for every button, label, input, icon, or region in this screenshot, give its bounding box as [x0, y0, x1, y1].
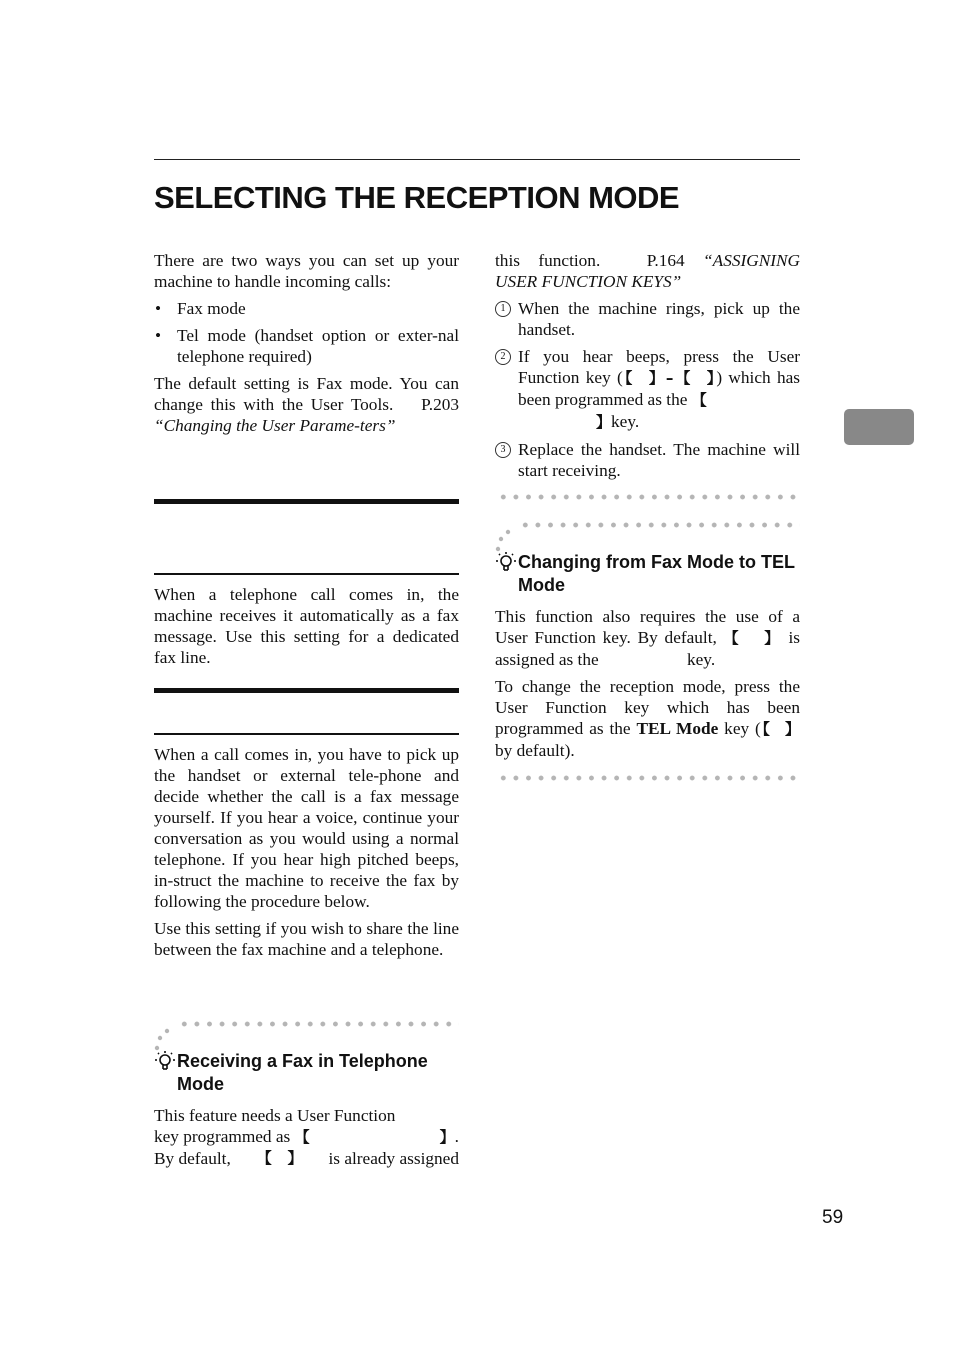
note-dotted-rule: [178, 1021, 459, 1027]
left-column: [154, 250, 459, 442]
tel-mode-section: [154, 744, 459, 966]
section-bar-fax-mode-bottom: [154, 573, 459, 575]
step-item: 1 When the machine rings, pick up the handset.: [495, 298, 800, 340]
key-bracket-icon: 【 】: [256, 1149, 303, 1167]
key-bracket-icon: 【 】: [723, 629, 782, 647]
note-changing-mode: [495, 551, 800, 597]
header-rule: [154, 159, 800, 160]
note-bottom-dotted-rule: [497, 775, 800, 781]
bullet-item: • Fax mode: [155, 299, 246, 318]
key-bracket-close-icon: 】: [439, 1128, 455, 1146]
note-heading: Receiving a Fax in Telephone Mode: [177, 1051, 428, 1094]
page-number: 59: [822, 1207, 844, 1228]
step-item: 3 Replace the handset. The machine will start receiving.: [495, 439, 800, 481]
right-column: [495, 250, 800, 487]
lightbulb-icon: [154, 1050, 176, 1072]
key-bracket-close-icon: 】: [596, 413, 612, 431]
default-setting-text: The default setting is Fax mode. You can change this with the User Tools. P.203 “Changing the User Parame-ters”: [154, 374, 459, 435]
chapter-tab: [844, 409, 914, 445]
note-dotted-rule: [519, 522, 800, 528]
section-bar-fax-mode: [154, 499, 459, 504]
lightbulb-icon: [495, 551, 517, 573]
note-receiving-fax: [154, 1050, 459, 1096]
fax-mode-section: [154, 584, 459, 674]
fax-mode-text: When a telephone call comes in, the machine receives it automatically as a fax message. Use this setting for a dedicated fax line.: [154, 585, 459, 667]
key-bracket-icon: 【 】–【 】: [622, 369, 717, 387]
tel-mode-text-2: Use this setting if you wish to share the line between the fax machine and a telephone.: [154, 919, 459, 959]
key-bracket-open-icon: 【: [294, 1128, 310, 1146]
note-dotted-curve: [154, 1024, 180, 1052]
note-dotted-curve: [495, 525, 521, 553]
key-bracket-open-icon: 【: [691, 391, 707, 409]
note-heading: Changing from Fax Mode to TEL Mode: [518, 552, 795, 595]
reference-link[interactable]: “Changing the User Parame-ters”: [154, 416, 396, 435]
reference-page: P.203: [421, 395, 459, 414]
step-item: 2 If you hear beeps, press the User Function key (【 】–【 】) which has been programmed as the 【 】key.: [495, 346, 800, 433]
tel-mode-text: When a call comes in, you have to pick up the handset or external tele-phone and decide whether the call is a fax message yourself. If you hear a voice, continue your conversation as you would using a normal telephone. If you hear high pitched beeps, in-struct the machine to receive the fax by following the procedure below.: [154, 745, 459, 911]
section-bar-tel-mode: [154, 688, 459, 693]
intro-text: There are two ways you can set up your machine to handle incoming calls:: [154, 251, 459, 291]
bullet-item: • Tel mode (handset option or exter-nal telephone required): [155, 326, 459, 366]
note-changing-mode-body: This function also requires the use of a User Function key. By default, 【 】 is assigned as the key. To change the reception mode, press the User Function key which has been programmed as the TEL Mode key (【 】by default).: [495, 607, 801, 760]
continued-text: this function. P.164 “ASSIGNING USER FUNCTION KEYS”: [495, 251, 801, 291]
section-bar-tel-mode-bottom: [154, 733, 459, 735]
note-receiving-fax-body: This feature needs a User Function key programmed as 【 】. By default, 【 】 is already assigned: [154, 1106, 459, 1168]
reference-link[interactable]: “ASSIGNING USER FUNCTION KEYS”: [495, 251, 801, 291]
note-top-dotted-rule: [497, 494, 800, 500]
page-title: SELECTING THE RECEPTION MODE: [154, 180, 680, 215]
key-bracket-icon: 【 】: [760, 720, 801, 738]
